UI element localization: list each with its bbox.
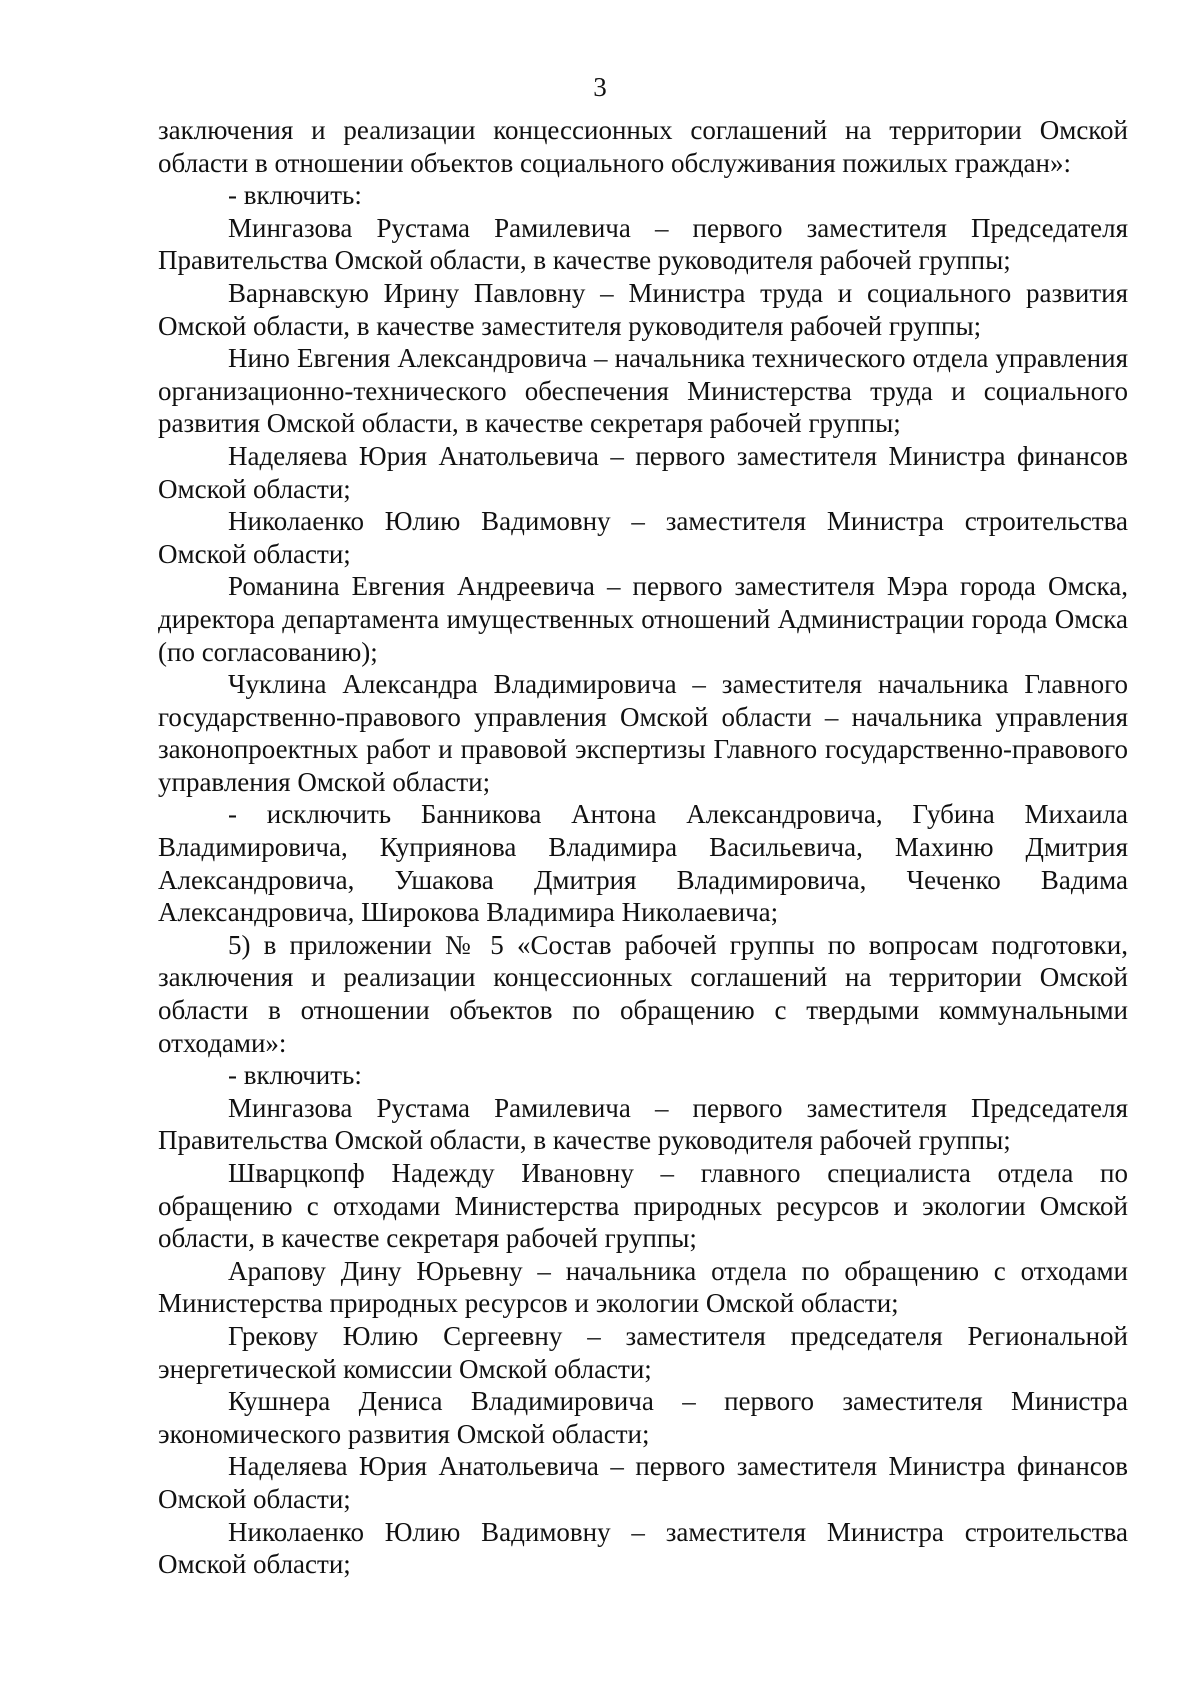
paragraph-member: Кушнера Дениса Владимировича – первого заместителя Министра экономического развития Омской области; bbox=[158, 1386, 1128, 1449]
paragraph-intro: заключения и реализации концессионных соглашений на территории Омской области в отношении объектов социального обслуживания пожилых граждан»: bbox=[158, 115, 1128, 178]
paragraph-member: Николаенко Юлию Вадимовну – заместителя Министра строительства Омской области; bbox=[158, 506, 1128, 569]
paragraph-member: Нино Евгения Александровича – начальника технического отдела управления организационно-технического обеспечения Министерства труда и социального развития Омской области, в качестве секретаря рабочей группы; bbox=[158, 343, 1128, 439]
paragraph-appendix-5: 5) в приложении № 5 «Состав рабочей группы по вопросам подготовки, заключения и реализации концессионных соглашений на территории Омской области в отношении объектов по обращению с твердыми коммунальными отходами»: bbox=[158, 929, 1128, 1058]
paragraph-include-heading: - включить: bbox=[228, 180, 362, 211]
paragraph-exclude: - исключить Банникова Антона Александровича, Губина Михаила Владимировича, Куприянова Владимира Васильевича, Махиню Дмитрия Александровича, Ушакова Дмитрия Владимировича, Чеченко Вадима Александровича, Широкова Владимира Николаевича; bbox=[158, 799, 1128, 928]
paragraph-member: Наделяева Юрия Анатольевича – первого заместителя Министра финансов Омской области; bbox=[158, 1451, 1128, 1514]
page-number: 3 bbox=[593, 72, 607, 102]
paragraph-member: Николаенко Юлию Вадимовну – заместителя Министра строительства Омской области; bbox=[158, 1516, 1128, 1580]
paragraph-member: Романина Евгения Андреевича – первого заместителя Мэра города Омска, директора департамента имущественных отношений Администрации города Омска (по согласованию); bbox=[158, 571, 1128, 667]
document-body bbox=[158, 114, 1128, 1581]
paragraph-member: Арапову Дину Юрьевну – начальника отдела по обращению с отходами Министерства природных ресурсов и экологии Омской области; bbox=[158, 1255, 1128, 1319]
paragraph-member: Мингазова Рустама Рамилевича – первого заместителя Председателя Правительства Омской области, в качестве руководителя рабочей группы; bbox=[158, 1092, 1128, 1156]
paragraph-include-heading: - включить: bbox=[228, 1060, 362, 1091]
paragraph-member: Грекову Юлию Сергеевну – заместителя председателя Региональной энергетической комиссии Омской области; bbox=[158, 1320, 1128, 1384]
paragraph-member: Варнавскую Ирину Павловну – Министра труда и социального развития Омской области, в качестве заместителя руководителя рабочей группы; bbox=[158, 277, 1128, 341]
paragraph-member: Чуклина Александра Владимировича – заместителя начальника Главного государственно-правового управления Омской области – начальника управления законопроектных работ и правовой экспертизы Главного государственно-правового управления Омской области; bbox=[158, 669, 1128, 797]
paragraph-member: Наделяева Юрия Анатольевича – первого заместителя Министра финансов Омской области; bbox=[158, 440, 1128, 504]
paragraph-member: Шварцкопф Надежду Ивановну – главного специалиста отдела по обращению с отходами Министерства природных ресурсов и экологии Омской области, в качестве секретаря рабочей группы; bbox=[158, 1158, 1128, 1254]
paragraph-member: Мингазова Рустама Рамилевича – первого заместителя Председателя Правительства Омской области, в качестве руководителя рабочей группы; bbox=[158, 212, 1128, 276]
